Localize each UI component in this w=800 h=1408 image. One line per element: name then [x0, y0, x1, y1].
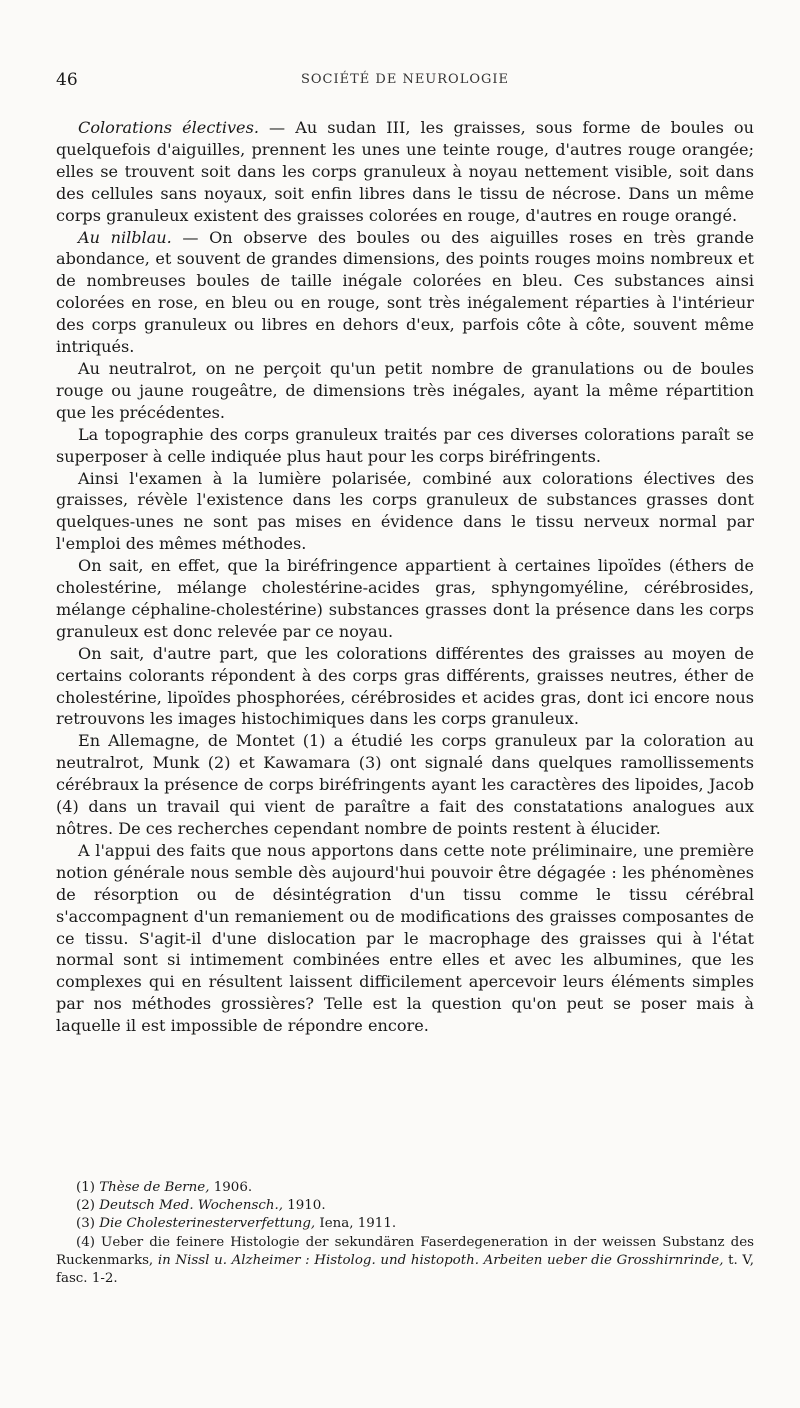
footnote-title: Thèse de Berne, [99, 1180, 210, 1195]
footnote-number: (1) [76, 1180, 95, 1195]
paragraph [56, 424, 754, 468]
footnote-number: (4) [76, 1234, 95, 1250]
paragraph-text: — On observe des boules ou des aiguilles roses en très grande abondance, et souvent de grandes dimensions, des points rouges moins nombreux et de nombreuses boules de taille inégale colorées en bleu. Ces substances ainsi colorées en rose, en bleu ou en rouge, sont très inégalement réparties à l'intérieur des corps granuleux ou libres en dehors d'eux, parfois côte à côte, souvent même intriqués. [56, 227, 754, 357]
paragraph-text: — Au sudan III, les graisses, sous forme de boules ou quelquefois d'aiguilles, prennent les unes une teinte rouge, d'autres rouge orangée; elles se trouvent soit dans les corps granuleux à noyau nettement visible, soit dans des cellules sans noyaux, soit enfin libres dans le tissu de nécrose. Dans un même corps granuleux existent des graisses colorées en rouge, d'autres en rouge orangé. [56, 118, 754, 225]
footnote-text: 1910. [282, 1198, 326, 1214]
paragraph [56, 643, 754, 731]
footnotes [56, 1179, 754, 1288]
running-head: SOCIÉTÉ DE NEUROLOGIE [300, 72, 510, 87]
paragraph-text: On sait, d'autre part, que les colorations différentes des graisses au moyen de certains colorants répondent à des corps gras différents, graisses neutres, éther de cholestérine, lipoïdes phosphorées, cérébrosides et acides gras, dont ici encore nous retrouvons les images histochimiques dans les corps granuleux. [56, 643, 754, 729]
footnote-title: Deutsch Med. Wochensch., [99, 1198, 283, 1214]
paragraph-text: Ainsi l'examen à la lumière polarisée, combiné aux colorations électives des graisses, révèle l'existence dans les corps granuleux de substances grasses dont quelques-unes ne sont pas mises en évidence dans le tissu nerveux normal par l'emploi des mêmes méthodes. [56, 468, 754, 554]
footnote-text: Iena, 1911. [315, 1216, 397, 1232]
footnote [56, 1179, 754, 1197]
paragraph-text: En Allemagne, de Montet (1) a étudié les corps granuleux par la coloration au neutralrot, Munk (2) et Kawamara (3) ont signalé dans quelques ramollissements cérébraux la présence de corps biréfringents ayant les caractères des lipoides, Jacob (4) dans un travail qui vient de paraître a fait des constatations analogues aux nôtres. De ces recherches cependant nombre de points restent à élucider. [56, 731, 754, 838]
footnote-number: (2) [76, 1198, 95, 1214]
paragraph-lead: Au nilblau. [78, 227, 172, 247]
paragraph-lead: Colorations électives. [78, 118, 259, 137]
footnote [56, 1234, 754, 1289]
footnote [56, 1215, 754, 1233]
footnote-text: Ueber die feinere Histologie der sekundären Faserdegeneration in der weissen Substanz des Ruckenmarks, [56, 1234, 754, 1268]
paragraph [56, 840, 754, 1037]
paragraph [56, 468, 754, 556]
paragraph [56, 730, 754, 840]
footnote-source: in Nissl u. Alzheimer : Histolog. und histopoth. Arbeiten ueber die Grosshirnrinde, [157, 1252, 724, 1268]
footnote-number: (3) [76, 1216, 95, 1232]
paragraph-text: On sait, en effet, que la biréfringence appartient à certaines lipoïdes (éthers de cholestérine, mélange cholestérine-acides gras, sphyngomyéline, cérébrosides, mélange céphaline-cholestérine) substances grasses dont la présence dans les corps granuleux est donc relevée par ce noyau. [56, 556, 754, 641]
footnote-text: 1906. [209, 1180, 253, 1195]
footnote [56, 1197, 754, 1215]
paragraph [56, 117, 754, 227]
paragraph [56, 227, 754, 358]
paragraph-text: La topographie des corps granuleux traités par ces diverses colorations paraît se superposer à celle indiquée plus haut pour les corps biréfringents. [56, 424, 754, 466]
paragraph-text: A l'appui des faits que nous apportons dans cette note préliminaire, une première notion générale nous semble dès aujourd'hui pouvoir être dégagée : les phénomènes de résorption ou de désintégration d'un tissu comme le tissu cérébral s'accompagnent d'un remaniement ou de modifications des graisses composantes de ce tissu. S'agit-il d'une dislocation par le macrophage des graisses qui à l'état normal sont si intimement combinées entre elles et avec les albumines, que les complexes qui en résultent laissent difficilement apercevoir leurs éléments simples par nos méthodes grossières? Telle est la question qu'on peut se poser mais à laquelle il est impossible de répondre encore. [56, 840, 754, 1036]
footnote-text-tail: t. V, fasc. 1-2. [56, 1252, 754, 1287]
paragraph-text: Au neutralrot, on ne perçoit qu'un petit nombre de granulations ou de boules rouge ou jaune rougeâtre, de dimensions très inégales, ayant la même répartition que les précédentes. [56, 358, 754, 422]
body-text [56, 117, 754, 1037]
footnote-title: Die Cholesterinesterverfettung, [99, 1216, 316, 1232]
page-number: 46 [56, 70, 78, 90]
paragraph [56, 555, 754, 643]
page-header [56, 70, 754, 94]
paragraph [56, 358, 754, 424]
